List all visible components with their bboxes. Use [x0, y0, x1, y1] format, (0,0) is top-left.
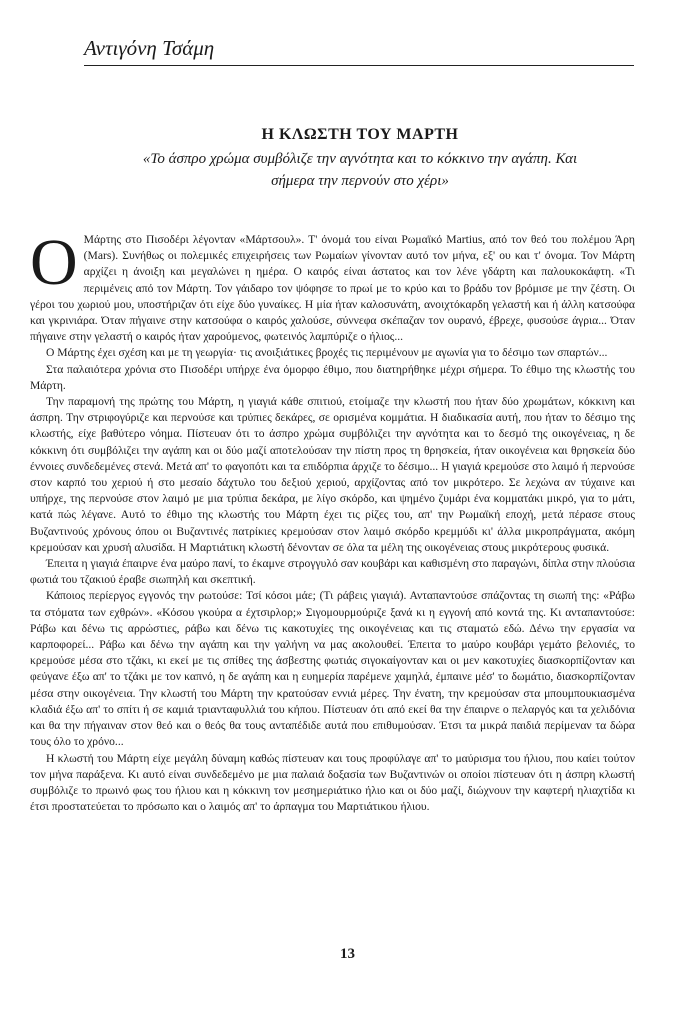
running-head-author: Αντιγόνη Τσάμη [84, 36, 634, 66]
article-header [120, 126, 600, 192]
paragraph: Κάποιος περίεργος εγγονός την ρωτούσε: Τσί κόσοι μάε; (Τι ράβεις γιαγιά). Ανταπαντούσε σπάζοντας τη σιωπή της: «Ράβω τα στόματα των εχθρών». «Κόσου γκούρα α έχτσιρλορ;» Σιγομουρμούριζε ξανά κι η εγγονή από κοντά της. Κι ανταπαντούσε: Ράβω και δένω τις αρρώστιες, ράβω και δένω τις κακοτυχίες της οικογένειας και τις σταματώ εδώ. Δένω την εργασία να καρποφορεί... Ράβω και δένω την αγάπη και την γαλήνη να μας ακολουθεί. Έπειτα το μαύρο κουβάρι γεμάτο βελονιές, το κρεμούσε μέσα στο τζάκι, κι εκεί με τις σπίθες της άσβεστης φωτιάς σιγοκαίγονταν και οι μεν κακοτυχίες διασκορπίζονταν και φεύγανε έξω απ' το τζάκι με τον καπνό, η δε αγάπη και η ευημερία παρέμενε χαμηλά, έμπαινε μέσ' το δωμάτιο, διασκορπίζονταν μέσα στην οικογένεια. Την κλωστή του Μάρτη την κρατούσαν εννιά μέρες. Την ένατη, την κρεμούσαν στα μπουμπουκιασμένα κλαδιά έξω απ' το σπίτι ή σε καμιά τριανταφυλλιά του κήπου. Πίστευαν ότι από εκεί θα την έπαιρνε ο πελαργός και τα χελιδόνια και θα την πήγαιναν στον θεό και ο θεός θα τους ανταπέδιδε αυτά που επιθυμούσαν. Έτσι τα μικρά παιδιά περίμεναν τα δώρα τους όλο το χρόνο... [30, 589, 635, 749]
paragraph: Ο Μάρτης έχει σχέση και με τη γεωργία· τις ανοιξιάτικες βροχές τις περιμένουν με αγωνία για το δέσιμο των σπαρτών... [46, 346, 608, 360]
paragraph: Έπειτα η γιαγιά έπαιρνε ένα μαύρο πανί, το έκαμνε στρογγυλό σαν κουβάρι και καθισμένη στο παραγώνι, δίπλα στην πλούσια φωτιά του τζακιού έραβε σιωπηλή και σκεπτική. [30, 557, 635, 587]
paragraph: Στα παλαιότερα χρόνια στο Πισοδέρι υπήρχε ένα όμορφο έθιμο, που διατηρήθηκε μέχρι σήμερα. Το έθιμο της κλωστής του Μάρτη. [30, 362, 635, 392]
paragraph: Την παραμονή της πρώτης του Μάρτη, η γιαγιά κάθε σπιτιού, ετοίμαζε την κλωστή που ήταν δύο χρωμάτων, κόκκινη και άσπρη. Την στριφογύριζε και περνούσε και τρύπιες δεκάρες, σε ορισμένα κομμάτια. Η διαδικασία αυτή, που ήταν το δέσιμο της κλωστής, είχε βαθύτερο νόημα. Πίστευαν ότι το άσπρο χρώμα συμβόλιζει την αγνότητα και το δεσμό της οικογένειας, η δε κόκκινη ότι συμβόλιζει την αγάπη και οι δύο μαζί αποτελούσαν την πίστη προς τη θρησκεία, ήταν οικογένεια και θρησκεία δύο έννοιες συνδεδεμένες στενά. Μετά απ' το φαγοπότι και τα επιδόρπια άρχιζε το δέσιμο... Η γιαγιά κρεμούσε στο λαιμό ή περνούσε στον καρπό του χεριού ή στο μεσαίο δάχτυλο του δεξιού χεριού, αρχίζοντας από τον μικρότερο. Σε λεχώνα αν τύχαινε και υπήρχε, της περνούσε στον λαιμό με μια τρύπια δεκάρα, με λίγο σκόρδο, και ψημένο ζυμάρι ένα κομματάκι μικρό, για το μάτι, κατά πώς λέγανε. Αυτό το έθιμο της κλωστής του Μάρτη έχει τις ρίζες του, απ' την Ρωμαϊκή εποχή, μετά πέρασε στους Βυζαντινούς χρόνους όπου οι Βυζαντινές πατρίκιες κρεμούσαν στον λαιμό σκόρδο κρεμμύδι κι' άλλα μικροπράγματα, ακόμη κρεμούσαν και χρυσή αλυσίδα. Η Μαρτιάτικη κλωστή δένονταν σε όλα τα μέλη της οικογένειας στους μικρότερους φυσικά. [30, 395, 635, 554]
drop-cap: Ο [30, 226, 78, 299]
page-number: 13 [340, 946, 355, 962]
paragraph: Η κλωστή του Μάρτη είχε μεγάλη δύναμη καθώς πίστευαν και τους προφύλαγε απ' το μαύρισμα του ήλιου, που καίει τούτον τον μήνα παράξενα. Κι αυτό είναι συνδεδεμένο με μια παλαιά δοξασία των Βυζαντινών οι οποίοι πίστευαν ότι η άσπρη κλωστή συμβόλιζε το πρωινό φως του ήλιου και η κόκκινη τον μεσημεριάτικο ήλιο και οι δύο μαζί, διώχνουν την καφτερή ηλιαχτίδα κι έτσι προστατεύεται το πρόσωπο και ο λαιμός απ' το άρπαγμα του Μαρτιάτικου ήλιου. [30, 751, 635, 814]
paragraph-text: Μάρτης στο Πισοδέρι λέγονταν «Μάρτσουλ». Τ' όνομά του είναι Ρωμαϊκό Martius, από τον θεό του πολέμου Άρη (Mars). Συνήθως οι πολεμικές επιχειρήσεις των Ρωμαίων γίνονταν αυτό τον μήνα, εξ' ου και τ' όνομα. Τον Μάρτη αρχίζει η άνοιξη και μεγαλώνει η ημέρα. Ο καιρός είναι άστατος και τον λένε γδάρτη και παλουκοκάφτη. «Τι περιμένεις από τον Μάρτη. Τον γάιδαρο τον ψόφησε το πρωί με το κρύο και το βράδυ τον βρόμισε με την ζέστη. Οι γέροι του χωριού μου, υποστήριζαν ότι είχε δύο γυναίκες. Η μία ήταν καλοσυνάτη, ανοιχτόκαρδη γελαστή και ή άλλη κατσούφα και γκρινιάρα. Όταν πήγαινε στην κατσούφα ο καιρός χαλούσε, σύννεφα σκέπαζαν τον ουρανό, έβρεχε, φυσούσε άγρια... Όταν πήγαινε στην γελαστή ο καιρός ήταν χαρούμενος, φωτεινός λαμπύριζε ο ήλιος... [30, 233, 635, 344]
paragraph [30, 226, 635, 345]
article-title: Η ΚΛΩΣΤΗ ΤΟΥ ΜΑΡΤΗ [261, 126, 459, 143]
article-subtitle: «Το άσπρο χρώμα συμβόλιζε την αγνότητα και το κόκκινο την αγάπη. Και σήμερα την περνούν στο χέρι» [142, 151, 578, 189]
article-body [30, 226, 635, 815]
